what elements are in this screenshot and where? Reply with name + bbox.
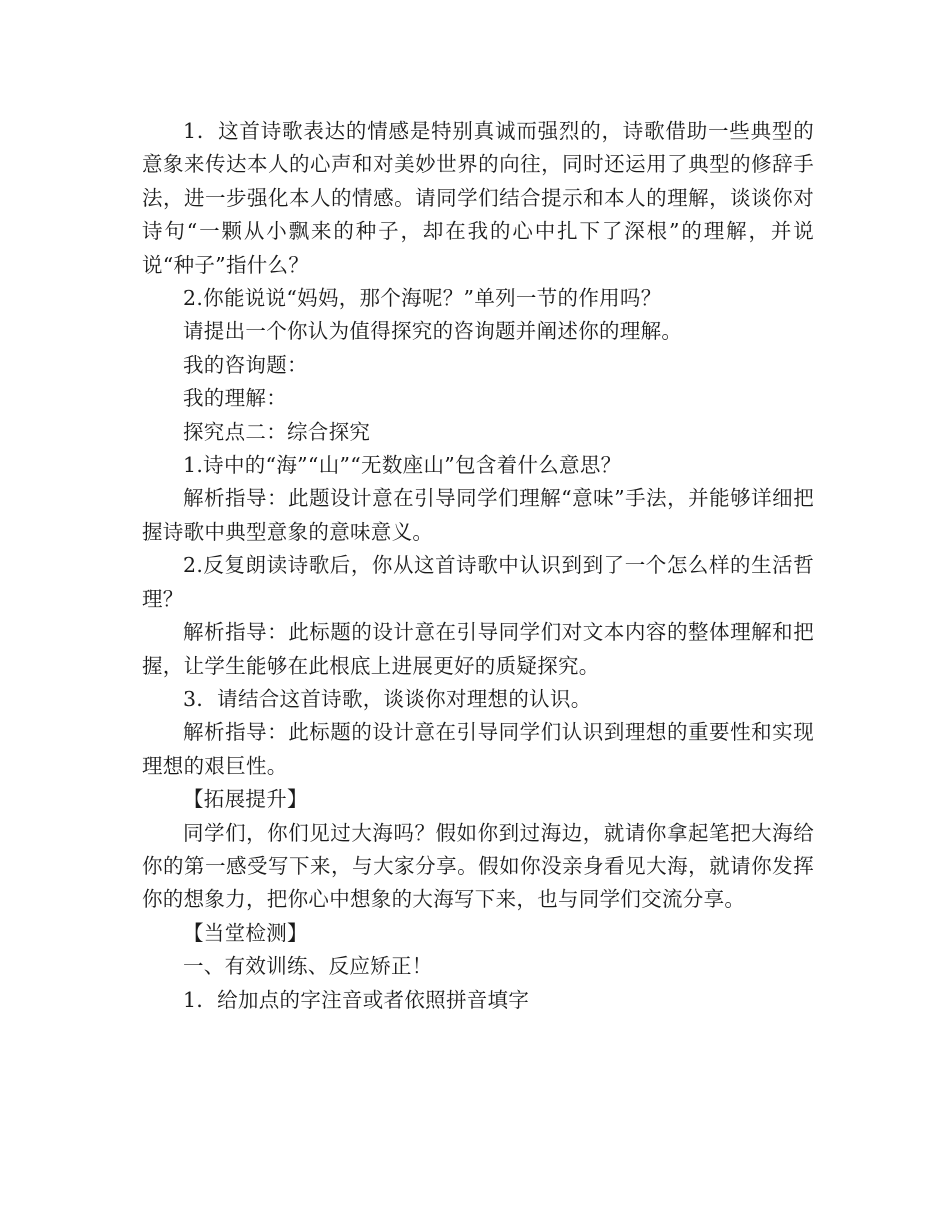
paragraph-training-heading: 一、有效训练、反应矫正！: [183, 954, 433, 979]
paragraph-extension-text: 同学们，你们见过大海吗？假如你到过海边，就请你拿起笔把大海给你的第一感受写下来，与大家分享。假如你没亲身看见大海，就请你发挥你的想象力，把你心中想象的大海写下来，也与同学们交流分享。: [142, 820, 814, 912]
paragraph-inquiry-q2: 2.反复朗读诗歌后，你从这首诗歌中认识到到了一个怎么样的生活哲理？: [142, 553, 814, 611]
paragraph-question-1: 1．这首诗歌表达的情感是特别真诚而强烈的，诗歌借助一些典型的意象来传达本人的心声和对美妙世界的向往，同时还运用了典型的修辞手法，进一步强化本人的情感。请同学们结合提示和本人的理解，谈谈你对诗句“一颗从小飘来的种子，却在我的心中扎下了深根”的理解，并说说“种子”指什么？: [142, 119, 814, 277]
paragraph-question-2: 2.你能说说“妈妈，那个海呢？”单列一节的作用吗？: [183, 286, 662, 311]
paragraph-guidance-2: 解析指导：此标题的设计意在引导同学们对文本内容的整体理解和把握，让学生能够在此根底上进展更好的质疑探究。: [142, 620, 814, 678]
section-heading-class-test: 【当堂检测】: [183, 920, 308, 945]
paragraph-guidance-3: 解析指导：此标题的设计意在引导同学们认识到理想的重要性和实现理想的艰巨性。: [142, 720, 814, 778]
paragraph-prompt: 请提出一个你认为值得探究的咨询题并阐述你的理解。: [183, 319, 683, 344]
paragraph-guidance-1: 解析指导：此题设计意在引导同学们理解“意味”手法，并能够详细把握诗歌中典型意象的意味意义。: [142, 486, 814, 544]
paragraph-my-question: 我的咨询题：: [183, 352, 308, 377]
paragraph-inquiry-q3: 3．请结合这首诗歌，谈谈你对理想的认识。: [183, 686, 592, 711]
paragraph-my-understanding: 我的理解：: [183, 386, 287, 411]
document-page: [142, 115, 814, 1017]
section-heading-extension: 【拓展提升】: [183, 787, 308, 812]
paragraph-exercise-1: 1．给加点的字注音或者依照拼音填字: [183, 987, 530, 1012]
paragraph-inquiry-q1: 1.诗中的“海”“山”“无数座山”包含着什么意思？: [183, 453, 622, 478]
section-heading-inquiry-2: 探究点二：综合探究: [183, 419, 371, 444]
